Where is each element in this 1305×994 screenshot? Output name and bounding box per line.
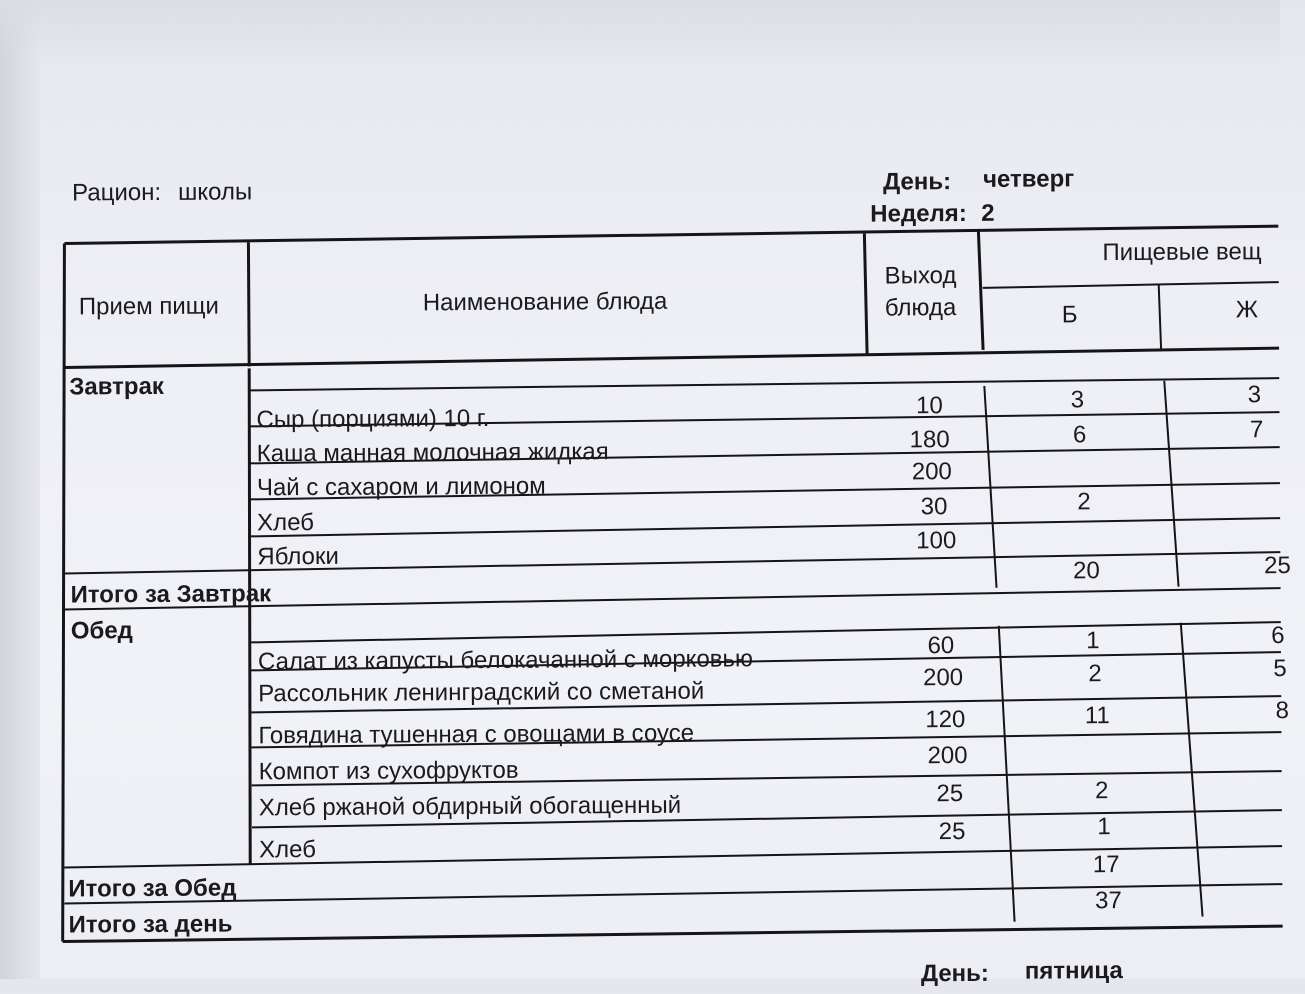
table-row-output: 200 xyxy=(922,664,964,692)
table-row-output: 25 xyxy=(938,818,966,846)
table-row-protein: 2 xyxy=(1095,777,1109,805)
table-row-output: 100 xyxy=(916,527,957,555)
lunch-total-label: Итого за Обед xyxy=(68,874,237,903)
table-row-output: 30 xyxy=(920,493,948,521)
table-row-dish: Хлеб xyxy=(259,835,317,864)
lunch-total-protein: 17 xyxy=(1092,851,1120,879)
table-row-protein: 2 xyxy=(1077,488,1091,516)
table-row-output: 60 xyxy=(927,632,955,660)
next-day-value: пятница xyxy=(1024,957,1123,985)
table-row-protein: 6 xyxy=(1072,421,1087,449)
table-row-fat: 6 xyxy=(1271,622,1285,650)
table-row-protein: 3 xyxy=(1070,386,1085,414)
table-row-dish: Хлеб xyxy=(257,508,315,537)
table-row-fat: 5 xyxy=(1273,655,1287,683)
table-row-output: 120 xyxy=(925,706,966,734)
table-row-protein: 11 xyxy=(1084,702,1110,730)
breakfast-total-label: Итого за Завтрак xyxy=(70,580,272,609)
column-header-dish: Наименование блюда xyxy=(422,287,668,317)
day-total-protein: 37 xyxy=(1095,887,1122,915)
table-row-dish: Салат из капусты белокачанной с морковью xyxy=(257,645,754,676)
table-row-fat: 8 xyxy=(1275,697,1290,725)
column-header-protein: Б xyxy=(1061,301,1078,329)
table-row-dish: Сыр (порциями) 10 г. xyxy=(256,404,490,434)
day-label: День: xyxy=(882,168,952,196)
breakfast-total-protein: 20 xyxy=(1072,557,1100,585)
column-header-nutrients: Пищевые вещ xyxy=(1102,238,1262,267)
table-row-dish: Каша манная молочная жидкая xyxy=(256,438,609,468)
breakfast-title: Завтрак xyxy=(69,372,164,401)
ration-label: Рацион: xyxy=(72,178,162,207)
day-total-label: Итого за день xyxy=(68,910,233,939)
day-value: четверг xyxy=(982,165,1075,193)
week-value: 2 xyxy=(981,199,995,227)
table-row-fat: 7 xyxy=(1249,416,1264,444)
ration-value: школы xyxy=(178,178,253,206)
column-header-fat: Ж xyxy=(1235,296,1259,324)
table-row-output: 25 xyxy=(936,780,964,808)
table-row-dish: Яблоки xyxy=(257,542,339,571)
table-row-dish: Чай с сахаром и лимоном xyxy=(256,472,546,502)
column-header-output-line1: Выход xyxy=(884,262,957,290)
table-row-dish: Рассольник ленинградский со сметаной xyxy=(258,677,705,708)
table-row-dish: Говядина тушенная с овощами в соусе xyxy=(258,719,695,750)
next-day-label: День: xyxy=(920,959,989,988)
table-row-output: 10 xyxy=(915,392,943,420)
table-row-dish: Компот из сухофруктов xyxy=(258,756,519,786)
table-row-dish: Хлеб ржаной обдирный обогащенный xyxy=(258,791,682,822)
table-row-protein: 1 xyxy=(1086,627,1100,655)
column-header-output-line2: блюда xyxy=(884,294,957,322)
table-row-output: 180 xyxy=(909,426,950,454)
table-row-protein: 2 xyxy=(1088,660,1102,688)
table-row-protein: 1 xyxy=(1097,813,1111,841)
table-row-output: 200 xyxy=(911,458,952,486)
table-row-fat: 3 xyxy=(1247,381,1262,409)
breakfast-total-fat: 25 xyxy=(1263,552,1291,580)
table-row-output: 200 xyxy=(927,742,968,770)
column-header-meal: Прием пищи xyxy=(78,292,219,321)
lunch-title: Обед xyxy=(70,617,133,645)
week-label: Неделя: xyxy=(870,199,967,228)
